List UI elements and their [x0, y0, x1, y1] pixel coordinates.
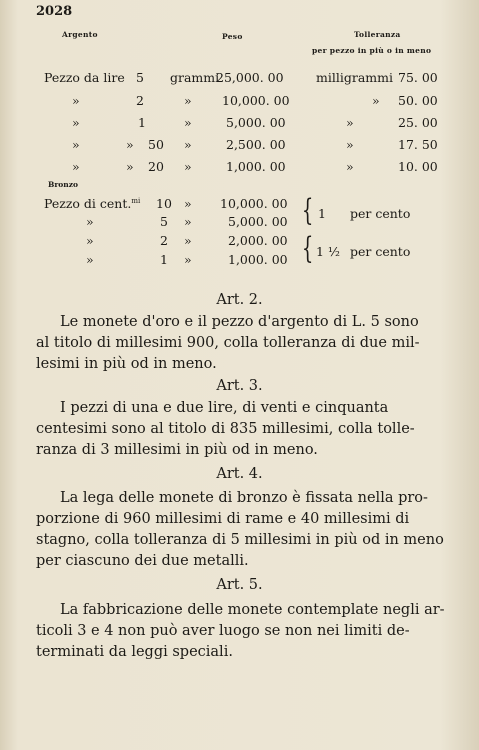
article-line: I pezzi di una e due lire, di venti e cinquanta — [60, 400, 389, 416]
row-peso: 2,000. 00 — [228, 233, 288, 248]
row-peso: 5,000. 00 — [228, 214, 288, 229]
row-tol: 25. 00 — [398, 115, 438, 130]
row-unit: » — [184, 196, 192, 211]
bronzo-tol-1-text: per cento — [350, 206, 411, 221]
article-body — [36, 488, 456, 572]
row-unit: » — [184, 233, 192, 248]
row-label: » — [86, 233, 94, 248]
row-tol-unit: » — [346, 115, 354, 130]
row-label: » — [72, 159, 80, 174]
row-peso: 10,000. 00 — [222, 93, 290, 108]
row-unit: » — [184, 93, 192, 108]
row-num: 10 — [156, 196, 172, 211]
header-argento: Argento — [62, 30, 98, 39]
bronzo-tol-2-text: per cento — [350, 244, 411, 259]
article-line: al titolo di millesimi 900, colla tolleranza di due mil- — [36, 335, 420, 351]
row-num: 20 — [148, 159, 164, 174]
row-num: 2 — [136, 93, 144, 108]
header-tolleranza-sub: per pezzo in più o in meno — [312, 46, 432, 55]
article-line: terminati da leggi speciali. — [36, 644, 233, 660]
row-unit: grammi — [170, 70, 220, 85]
bronzo-tol-2: 1 ½ — [316, 244, 341, 259]
row-tol: 50. 00 — [398, 93, 438, 108]
row-peso: 25,000. 00 — [216, 70, 284, 85]
row-num: 1 — [138, 115, 146, 130]
row-label: Pezzo di cent.$^{mi}$ — [44, 196, 141, 211]
article-line: ranza di 3 millesimi in più od in meno. — [36, 442, 318, 458]
row-unit: » — [184, 159, 192, 174]
article-title: Art. 3. — [216, 378, 263, 394]
row-mid: » — [126, 159, 134, 174]
article-line: ticoli 3 e 4 non può aver luogo se non nei limiti de- — [36, 623, 410, 639]
article-title: Art. 4. — [216, 466, 263, 482]
row-tol-unit: » — [372, 93, 380, 108]
row-num: 5 — [136, 70, 144, 85]
row-unit: » — [184, 137, 192, 152]
article-body — [36, 398, 456, 461]
article-line: stagno, colla tolleranza di 5 millesimi in più od in meno — [36, 532, 444, 548]
article-body — [36, 600, 456, 663]
row-num: 50 — [148, 137, 164, 152]
header-tolleranza: Tolleranza — [354, 30, 401, 39]
row-tol-unit: » — [346, 137, 354, 152]
brace-lower: { — [301, 231, 314, 266]
row-tol: 75. 00 — [398, 70, 438, 85]
row-label: » — [72, 93, 80, 108]
row-tol-unit: milligrammi — [316, 70, 393, 85]
row-label-sup: mi — [131, 196, 141, 205]
row-mid: » — [126, 137, 134, 152]
bronzo-tol-1: 1 — [318, 206, 326, 221]
row-num: 2 — [160, 233, 168, 248]
article-line: lesimi in più od in meno. — [36, 356, 217, 372]
row-label: Pezzo da lire — [44, 70, 125, 85]
article-line: per ciascuno dei due metalli. — [36, 553, 249, 569]
article-line: La fabbricazione delle monete contemplate negli ar- — [60, 602, 445, 618]
article-line: La lega delle monete di bronzo è fissata nella pro- — [60, 490, 428, 506]
header-bronzo: Bronzo — [48, 180, 79, 189]
row-num: 5 — [160, 214, 168, 229]
article-line: Le monete d'oro e il pezzo d'argento di L. 5 sono — [60, 314, 419, 330]
row-unit: » — [184, 252, 192, 267]
row-peso: 1,000. 00 — [228, 252, 288, 267]
row-peso: 2,500. 00 — [226, 137, 286, 152]
row-label: » — [72, 115, 80, 130]
row-tol: 17. 50 — [398, 137, 438, 152]
row-peso: 10,000. 00 — [220, 196, 288, 211]
row-label: » — [86, 214, 94, 229]
row-tol-unit: » — [346, 159, 354, 174]
row-unit: » — [184, 115, 192, 130]
row-unit: » — [184, 214, 192, 229]
brace-upper: { — [301, 193, 314, 228]
row-peso: 1,000. 00 — [226, 159, 286, 174]
article-title: Art. 5. — [216, 577, 263, 593]
article-line: porzione di 960 millesimi di rame e 40 millesimi di — [36, 511, 410, 527]
row-num: 1 — [160, 252, 168, 267]
page-number: 2028 — [36, 4, 73, 19]
article-title: Art. 2. — [216, 292, 263, 308]
row-tol: 10. 00 — [398, 159, 438, 174]
header-peso: Peso — [222, 32, 243, 41]
row-label: » — [86, 252, 94, 267]
article-body — [36, 312, 456, 375]
row-peso: 5,000. 00 — [226, 115, 286, 130]
article-line: centesimi sono al titolo di 835 millesimi, colla tolle- — [36, 421, 415, 437]
row-label: » — [72, 137, 80, 152]
